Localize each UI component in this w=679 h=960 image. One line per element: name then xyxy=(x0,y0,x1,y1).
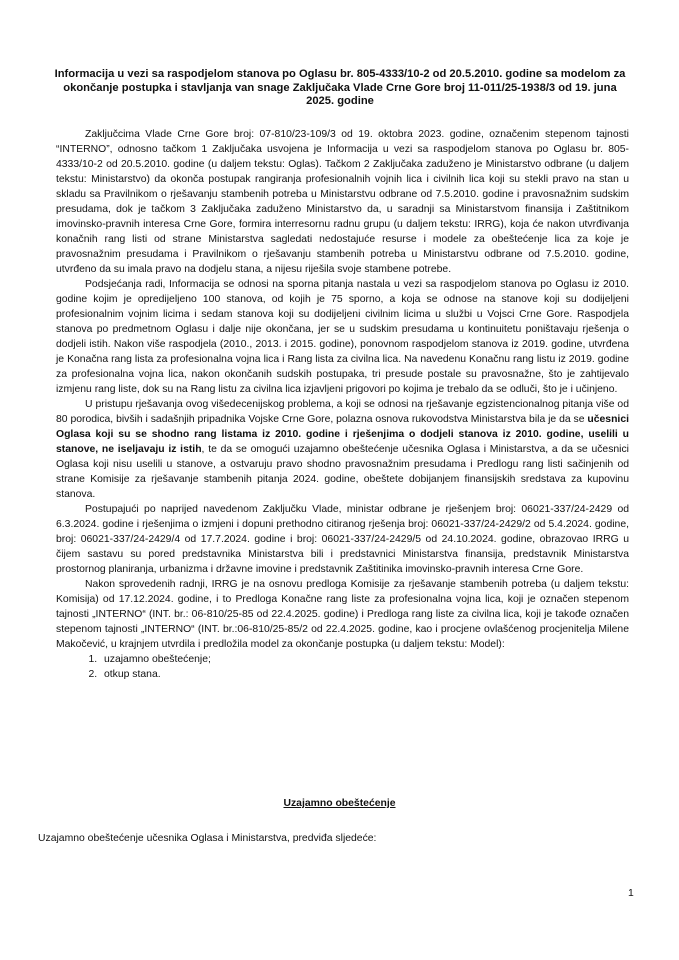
page-number: 1 xyxy=(628,888,634,899)
document-title: Informacija u vezi sa raspodjelom stanova po Oglasu br. 805-4333/10-2 od 20.5.2010. godine sa modelom za okončanje postupka i stavljanja van snage Zaključaka Vlade Crne Gore broj 11-011/25-1938/3 od 19. juna 2025. godine xyxy=(54,68,626,108)
paragraph-5: Nakon sprovedenih radnji, IRRG je na osnovu predloga Komisije za rješavanje stambenih potreba (u daljem tekstu: Komisija) od 17.12.2024. godine, i to Predloga Konačne rang liste za profesionalna vojna lica, koji je označen stepenom tajnosti „INTERNO“ (INT. br.: 06-810/25-85 od 22.4.2025. godine) i Predloga rang liste za civilna lica, koji je takođe označen stepenom tajnosti „INTERNO“ (INT. br.:06-810/25-85/2 od 22.4.2025. godine, kao i procjene ovlašćenog procjenitelja Milene Makočević, u krajnjem utvrdila i predložila model za okončanje postupka (u daljem tekstu: Model): xyxy=(56,579,629,650)
paragraph-2: Podsjećanja radi, Informacija se odnosi na sporna pitanja nastala u vezi sa raspodjelom stanova po Oglasu iz 2010. godine kojim je opredijeljeno 100 stanova, od kojih je 75 sporno, a koja se odnose na stanove koji su dodijeljeni profesionalnim vojnim licima i sedam stanova koji su dodijeljeni civilnim licima u službi u Vojsci Crne Gore. Raspodjela stanova po predmetnom Oglasu i dalje nije okončana, jer se u sudskim presudama u kontinuitetu poništavaju rješenja o dodjeli istih. Nakon više raspodjela (2010., 2013. i 2015. godine), ponovnom raspodjelom stanova iz 2019. godine, utvrđena je Konačna rang lista za profesionalna vojna lica i Rang lista za civilna lica. Na navedenu Konačnu rang listu iz 2019. godine za profesionalna vojna lica, nakon okončanih sudskih postupaka, tri presude postale su pravosnažne, što je zahtijevalo izmjenu rang liste, dok su na Rang listu za civilna lica izjavljeni prigovori po kojima je trebalo da se odluči, što je i učinjeno. xyxy=(56,279,629,395)
paragraph-3-intro: U pristupu rješavanja ovog višedecenijskog problema, a koji se odnosi na rješavanje egzistencionalnog pitanja više od 80 porodica, bivših i sadašnjih pripadnika Vojske Crne Gore, polazna osnova rukovodstva Ministarstva bila je da se xyxy=(56,399,629,425)
model-list xyxy=(56,652,629,682)
paragraph-3 xyxy=(56,397,629,502)
paragraph-1: Zaključcima Vlade Crne Gore broj: 07-810/23-109/3 od 19. oktobra 2023. godine, označenim stepenom tajnosti “INTERNO”, odnosno tačkom 1 Zaključaka usvojena je Informacija u vezi sa raspodjelom stanova po Oglasu br. 805-4333/10-2 od 20.5.2010. godine (u daljem tekstu: Oglas). Tačkom 2 Zaključaka zaduženo je Ministarstvo odbrane (u daljem tekstu: Ministarstvo) da okonča postupak rangiranja profesionalnih vojnih lica i civilnih lica koji su stekli pravo na stan u skladu sa Pravilnikom o rješavanju stambenih potreba u Ministarstvu odbrane od 7.5.2010. godine i pravosnažnim sudskim presudama, dok je tačkom 3 Zaključaka zaduženo Ministarstvo da, u saradnji sa Ministarstvom finansija i Zaštitnikom imovinsko-pravnih interesa Crne Gore, formira interresornu radnu grupu (u daljem tekstu: IRRG), koja će nakon utvrđivanja konačnih rang listi od strane Ministarstva sagledati nedostajuće resurse i modele za obeštećenje lica za koje je pravosnažnim presudama i Pravilnikom o rješavanju stambenih potreba u Ministarstvu odbrane od 7.5.2010. godine, utvrđeno da su imala pravo na dodjelu stana, a nijesu riješila svoje stambene potrebe. xyxy=(56,129,629,275)
model-item-apartment-buyout: 2. otkup stana. xyxy=(100,667,629,682)
document-body xyxy=(56,127,629,682)
closing-line: Uzajamno obeštećenje učesnika Oglasa i Ministarstva, predviđa sljedeće: xyxy=(38,833,377,844)
paragraph-3-emphasis: učesnici Oglasa koji su se shodno rang listama iz 2010. godine i rješenjima o dodjeli stanova iz 2010. godine, uselili u stanove, ne iseljavaju iz istih xyxy=(56,414,629,455)
paragraph-3-rest: , te da se omogući uzajamno obeštećenje učesnika Oglasa i Ministarstva, a da se učesnici Oglasa koji nisu uselili u stanove, a ostvaruju pravo shodno pravosnažnim presudama i Predlogu rang listi sačinjenih od strane Komisije za rješavanje stambenih pitanja 2024. godine, obeštete dobijanjem finansijskih sredstava za kupovinu stanova. xyxy=(56,444,629,500)
paragraph-4: Postupajući po naprijed navedenom Zaključku Vlade, ministar odbrane je rješenjem broj: 06021-337/24-2429 od 6.3.2024. godine i rješenjima o izmjeni i dopuni prethodno citiranog rješenja broj: 06021-337/24-2429/2 od 5.4.2024. godine, broj: 06021-337/24-2429/4 od 17.7.2024. godine i broj: 06021-337/24-2429/5 od 24.10.2024. godine, obrazovao IRRG u čijem sastavu su pored predstavnika Ministarstva bili i predstavnici Ministarstva finansija, predstavnik Ministarstva prostornog planiranja, urbanizma i državne imovine i predstavnik Zaštitinika imovinsko-pravnih interesa Crne Gore. xyxy=(56,504,629,575)
model-item-mutual-compensation: 1. uzajamno obeštećenje; xyxy=(100,652,629,667)
section-heading: Uzajamno obeštećenje xyxy=(283,798,396,809)
